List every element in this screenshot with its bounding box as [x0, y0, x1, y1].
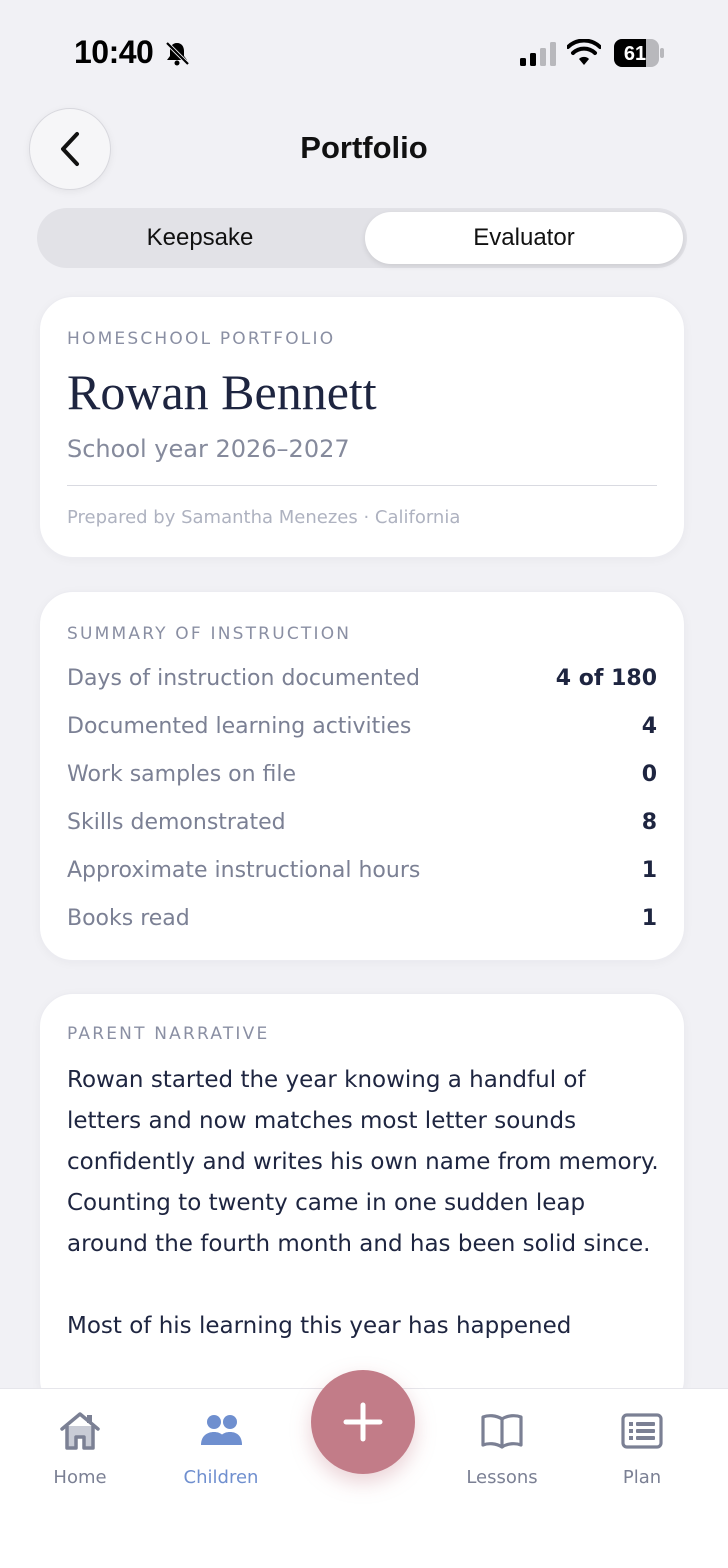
summary-row: [67, 658, 657, 698]
portfolio-label: HOMESCHOOL PORTFOLIO: [67, 329, 336, 349]
summary-card: [39, 591, 685, 961]
summary-row-value: 4 of 180: [555, 665, 657, 691]
child-name: Rowan Bennett: [67, 364, 377, 420]
tab-home-label: Home: [53, 1467, 107, 1488]
summary-label: SUMMARY OF INSTRUCTION: [67, 624, 352, 644]
status-time: 10:40: [74, 34, 154, 70]
summary-row-label: Approximate instructional hours: [67, 857, 421, 883]
summary-row-value: 1: [641, 857, 657, 883]
signal-icon: [520, 42, 556, 66]
narrative-text: [67, 1060, 662, 1388]
summary-row-value: 8: [641, 809, 657, 835]
narrative-label: PARENT NARRATIVE: [67, 1024, 270, 1044]
summary-row-value: 0: [641, 761, 657, 787]
summary-row-value: 1: [641, 905, 657, 931]
tab-plan-label: Plan: [622, 1467, 662, 1488]
page-title: Portfolio: [300, 130, 428, 165]
segment-evaluator[interactable]: Evaluator: [365, 212, 683, 264]
portfolio-header-card: [39, 296, 685, 558]
summary-row: [67, 802, 657, 842]
wifi-icon: [567, 39, 601, 67]
summary-row: [67, 898, 657, 938]
plus-icon: [343, 1402, 383, 1442]
people-icon: [196, 1409, 246, 1453]
summary-row: [67, 850, 657, 890]
school-year: School year 2026–2027: [67, 435, 350, 463]
summary-row-label: Work samples on file: [67, 761, 297, 787]
tab-children[interactable]: [166, 1409, 276, 1489]
narrative-card: [39, 993, 685, 1413]
summary-row: [67, 706, 657, 746]
tab-home[interactable]: [25, 1409, 135, 1489]
segment-keepsake[interactable]: Keepsake: [146, 224, 254, 251]
summary-row-label: Books read: [67, 905, 190, 931]
prepared-by: Prepared by Samantha Menezes · California: [67, 507, 461, 528]
tab-plan[interactable]: [587, 1409, 697, 1489]
summary-row-value: 4: [641, 713, 657, 739]
battery-icon: [614, 39, 664, 67]
narrative-paragraph: Most of his learning this year has happened: [67, 1313, 572, 1339]
list-icon: [620, 1409, 664, 1453]
tab-lessons-label: Lessons: [466, 1467, 538, 1488]
add-button[interactable]: [311, 1370, 415, 1474]
view-segmented-control: [37, 208, 687, 268]
narrative-paragraph: Rowan started the year knowing a handful of letters and now matches most letter sounds confidently and writes his own name from memory. Counting to twenty came in one sudden leap around the fourth month and has been solid since.: [67, 1067, 659, 1257]
tab-children-label: Children: [183, 1467, 259, 1488]
divider: [67, 485, 657, 486]
house-icon: [58, 1409, 102, 1453]
summary-row-label: Skills demonstrated: [67, 809, 286, 835]
bell-slash-icon: [163, 39, 191, 67]
summary-row-label: Days of instruction documented: [67, 665, 420, 691]
summary-row-label: Documented learning activities: [67, 713, 412, 739]
battery-level: 61: [623, 43, 647, 65]
status-bar: [0, 0, 728, 100]
summary-row: [67, 754, 657, 794]
tab-lessons[interactable]: [447, 1409, 557, 1489]
book-icon: [480, 1409, 524, 1453]
